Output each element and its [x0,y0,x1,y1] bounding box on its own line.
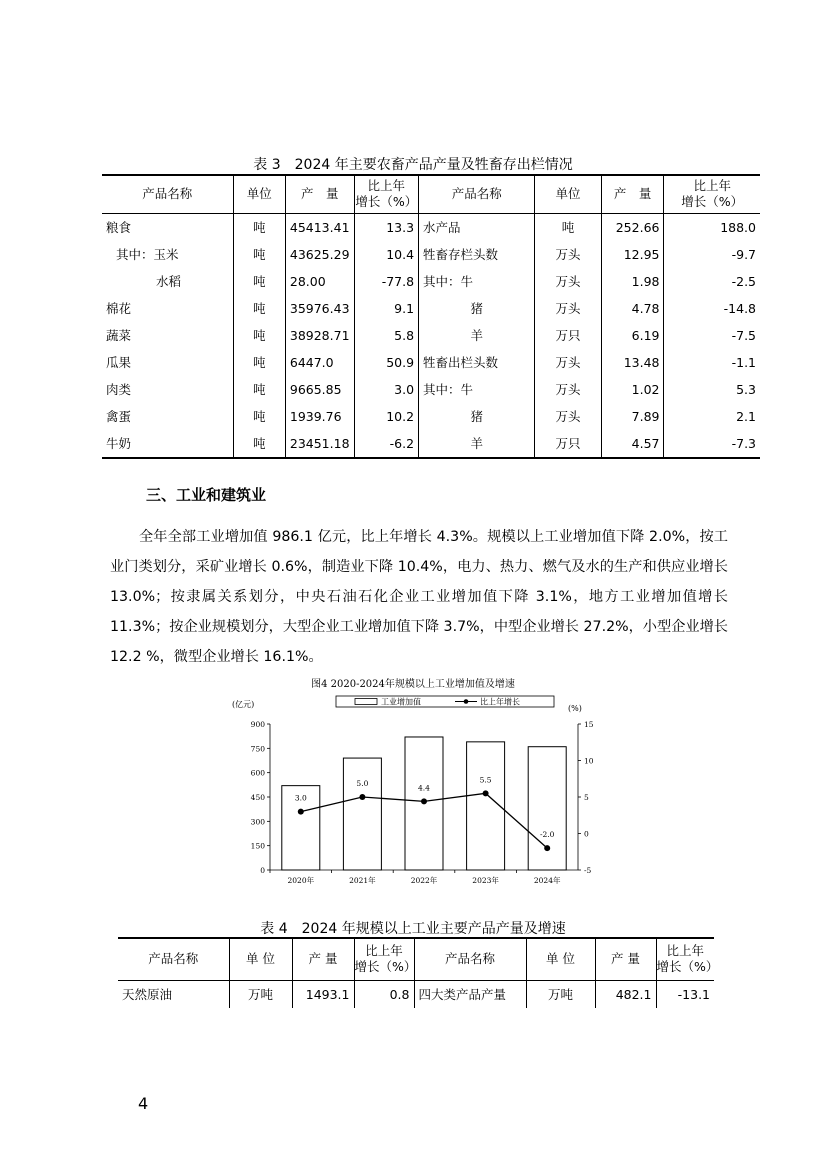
table-row [102,403,760,430]
table3 [102,174,760,459]
table-cell-o1: 28.00 [285,268,354,295]
table-cell-o1: 45413.41 [285,213,354,241]
growth-point [298,809,304,815]
x-tick-label: 2020年 [287,876,315,885]
table-cell-g2: -13.1 [677,986,710,1002]
table-cell-n2: 四大类产品产量 [414,980,526,1008]
table-cell-o2: 13.48 [601,349,664,376]
table-cell-u2: 万头 [535,241,601,268]
growth-data-label: 4.4 [418,783,430,793]
legend-label-line: 比上年增长 [480,697,520,707]
table-cell-u1: 吨 [233,241,285,268]
table-cell-n1: 棉花 [102,295,233,322]
table-cell-n2: 牲畜出栏头数 [419,349,535,376]
table-cell-o2: 252.66 [601,213,664,241]
table-cell-g1: 13.3 [354,213,419,241]
table-cell-g2: -9.7 [731,246,756,262]
table-cell-u1: 吨 [233,268,285,295]
t3-header-name-2: 产品名称 [419,175,535,213]
table4-caption: 表 4 2024 年规模以上工业主要产品产量及增速 [260,921,566,937]
table-cell-g2: 2.1 [736,408,756,424]
table-cell-n2: 猪 [419,403,535,430]
growth-data-label: 3.0 [294,793,307,803]
t3-header-output-1: 产 量 [285,175,354,213]
table-cell-u1: 吨 [233,430,285,458]
growth-point [359,794,365,800]
table-cell-o2: 1.98 [601,268,664,295]
table-cell-g2: -1.1 [731,354,756,370]
table-cell-o1: 38928.71 [285,322,354,349]
y-left-tick-label: 150 [250,841,265,851]
y-left-tick-label: 450 [250,793,265,802]
y-left-tick-label: 900 [250,720,265,729]
table-cell-o1: 43625.29 [285,241,354,268]
t3-header-output-2: 产 量 [601,175,664,213]
y-right-tick-label: 10 [584,756,594,766]
table-cell-g2: -14.8 [723,300,756,316]
table-cell-g1: 5.8 [354,322,419,349]
table-cell-o2: 6.19 [601,322,664,349]
table-cell-n1: 其中：玉米 [102,241,233,268]
t4-header-name-2: 产品名称 [414,938,526,980]
y-left-tick-label: 600 [250,768,265,778]
table-row [102,241,760,268]
table-cell-o1: 1939.76 [285,403,354,430]
table-cell-u2: 万吨 [526,980,595,1008]
y-left-tick-label: 750 [250,744,265,754]
table-cell-g2: 188.0 [720,219,756,235]
table-cell-o2: 7.89 [601,403,664,430]
table-cell-g1: 10.2 [354,403,419,430]
growth-data-label: 5.5 [479,775,492,785]
y-right-tick-label: -5 [584,866,592,875]
legend-bar-swatch [355,699,377,705]
table-cell-u2: 万只 [535,322,601,349]
table-row [102,268,760,295]
table-cell-g2: -2.5 [731,273,756,289]
growth-point [421,798,427,804]
table-cell-u2: 万头 [535,349,601,376]
table-cell-n1: 水稻 [102,268,233,295]
x-tick-label: 2023年 [472,876,499,885]
t3-header-growth-2: 比上年 增长（%） [664,175,760,213]
t4-header-unit-2: 单 位 [526,938,595,980]
table-cell-n1: 粮食 [102,213,233,241]
table-cell-g1: 3.0 [354,376,419,403]
table-row [102,213,760,241]
table-cell-n2: 其中：牛 [419,376,535,403]
table-cell-g1: 0.8 [354,980,414,1008]
table-cell-o2: 4.78 [601,295,664,322]
table-row [102,430,760,458]
t3-header-name-1: 产品名称 [102,175,233,213]
table-cell-u1: 吨 [233,349,285,376]
table-cell-o1: 9665.85 [285,376,354,403]
x-tick-label: 2024年 [533,876,561,885]
growth-point [483,790,489,796]
table-cell-u2: 万头 [535,376,601,403]
table-cell-g2: 5.3 [736,381,756,397]
table-cell-u1: 吨 [233,295,285,322]
chart-title: 图4 2020-2024年规模以上工业增加值及增速 [311,679,515,690]
t4-header-unit-1: 单 位 [229,938,292,980]
table-row [102,376,760,403]
table-cell-u2: 万头 [535,403,601,430]
table-row [102,349,760,376]
table-cell-u1: 吨 [233,322,285,349]
table-cell-o1: 35976.43 [285,295,354,322]
t3-header-unit-1: 单位 [233,175,285,213]
table-cell-u2: 万头 [535,268,601,295]
x-tick-label: 2021年 [349,876,376,885]
section-heading: 三、工业和建筑业 [146,486,267,504]
t3-header-unit-2: 单位 [535,175,601,213]
y-left-tick-label: 0 [260,866,265,875]
t4-header-name-1: 产品名称 [118,938,229,980]
table-cell-n2: 其中：牛 [419,268,535,295]
table-row [118,980,714,1008]
y-right-tick-label: 0 [584,829,589,839]
bar [528,747,566,870]
table-cell-n1: 牛奶 [102,430,233,458]
t4-header-growth-2: 比上年 增长（%） [656,938,714,980]
table-cell-n1: 瓜果 [102,349,233,376]
table-cell-o2: 12.95 [601,241,664,268]
table-cell-n1: 禽蛋 [102,403,233,430]
table-cell-u2: 吨 [535,213,601,241]
table-cell-n2: 猪 [419,295,535,322]
x-tick-label: 2022年 [410,876,438,885]
table-cell-o1: 6447.0 [285,349,354,376]
t4-header-output-2: 产 量 [595,938,656,980]
y-right-unit-label: (%) [568,704,582,713]
table-cell-n2: 羊 [419,322,535,349]
table-cell-g2: -7.5 [731,327,756,343]
table-cell-u2: 万头 [535,295,601,322]
table-cell-o2: 1.02 [601,376,664,403]
table-cell-u1: 吨 [233,213,285,241]
table3-caption: 表 3 2024 年主要农畜产品产量及牲畜存出栏情况 [253,157,573,173]
bar [343,758,381,870]
y-right-tick-label: 15 [584,720,594,729]
table-row [102,295,760,322]
growth-data-label: -2.0 [539,830,555,840]
table-cell-n1: 天然原油 [118,980,229,1008]
legend-label-bar: 工业增加值 [381,697,421,707]
table-cell-g1: 50.9 [354,349,419,376]
industry-paragraph: 全年全部工业增加值 986.1 亿元，比上年增长 4.3%。规模以上工业增加值下降 2.0%，按工业门类划分，采矿业增长 0.6%，制造业下降 10.4%，电力、热力、燃气及水的生产和供应业增长 13.0%；按隶属关系划分，中央石油石化企业工业增加值下降 3.1%，地方工业增加值增长 11.3%；按企业规模划分，大型企业工业增加值下降 3.7%，中型企业增长 27.2%，小型企业增长 12.2 %，微型企业增长 16.1%。 [110,529,728,665]
table-cell-u1: 吨 [233,403,285,430]
table-cell-u1: 吨 [233,376,285,403]
table-cell-n2: 水产品 [419,213,535,241]
table-cell-g2: -7.3 [731,435,756,451]
table-cell-o2: 482.1 [595,980,656,1008]
table-row [102,322,760,349]
y-right-tick-label: 5 [584,793,589,802]
t3-header-growth-1: 比上年 增长（%） [354,175,419,213]
table-cell-u2: 万只 [535,430,601,458]
y-left-unit-label: (亿元) [232,700,255,709]
table-cell-n2: 牲畜存栏头数 [419,241,535,268]
table-cell-n2: 羊 [419,430,535,458]
legend-line-marker [464,699,469,704]
table-cell-o2: 4.57 [601,430,664,458]
table-cell-o1: 1493.1 [292,980,354,1008]
table-cell-g1: -6.2 [354,430,419,458]
t4-header-growth-1: 比上年 增长（%） [354,938,414,980]
t4-header-output-1: 产 量 [292,938,354,980]
table4 [118,937,719,1008]
table-cell-u1: 万吨 [229,980,292,1008]
table-cell-g1: -77.8 [354,268,419,295]
table-cell-o1: 23451.18 [285,430,354,458]
table-cell-g1: 9.1 [354,295,419,322]
table-cell-g1: 10.4 [354,241,419,268]
table-cell-n1: 肉类 [102,376,233,403]
growth-point [544,845,550,851]
page-number: 4 [138,1094,149,1113]
y-left-tick-label: 300 [250,817,265,827]
growth-data-label: 5.0 [356,779,369,788]
industry-chart [0,670,826,900]
table-cell-n1: 蔬菜 [102,322,233,349]
